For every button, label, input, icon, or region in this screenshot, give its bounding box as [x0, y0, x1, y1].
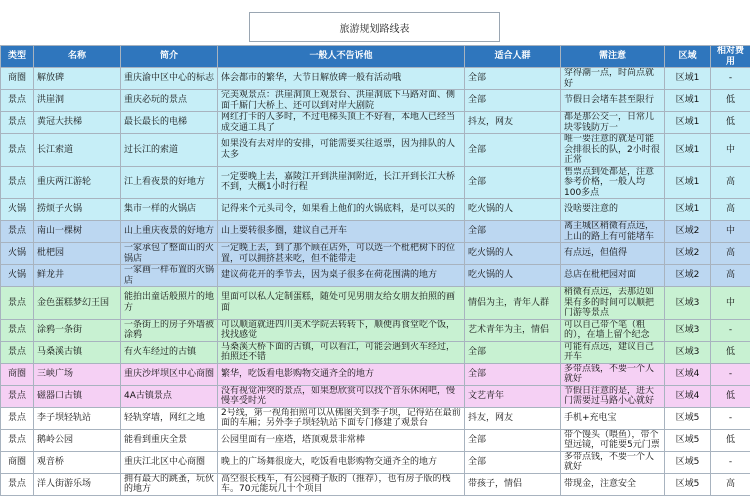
cell-name[interactable]: 洪崖洞: [34, 90, 121, 112]
cell-note[interactable]: 手机+充电宝: [561, 407, 665, 429]
cell-crowd[interactable]: 全部: [465, 451, 561, 473]
cell-type[interactable]: 商圈: [1, 68, 34, 90]
cell-cost[interactable]: 低: [711, 112, 750, 134]
cell-crowd[interactable]: 全部: [465, 90, 561, 112]
cell-cost[interactable]: 低: [711, 90, 750, 112]
cell-cost[interactable]: 低: [711, 385, 750, 407]
cell-area[interactable]: 区域4: [665, 363, 711, 385]
cell-type[interactable]: 景点: [1, 134, 34, 167]
cell-type[interactable]: 景点: [1, 429, 34, 451]
cell-note[interactable]: 唯一要注意的就是可能会排很长的队，2小时很正常: [561, 134, 665, 167]
cell-type[interactable]: 景点: [1, 341, 34, 363]
cell-cost[interactable]: -: [711, 407, 750, 429]
cell-cost[interactable]: -: [711, 319, 750, 341]
cell-tip[interactable]: 完美观景点：洪崖洞顶上观景台、洪崖洞底下马路对面、侧面千厮门大桥上、还可以到对岸大剧院: [218, 90, 465, 112]
table-row: [1, 407, 750, 429]
cell-name[interactable]: 鹅岭公园: [34, 429, 121, 451]
cell-intro[interactable]: 有火车经过的古镇: [121, 341, 218, 363]
cell-area[interactable]: 区域2: [665, 265, 711, 287]
cell-area[interactable]: 区域1: [665, 90, 711, 112]
table-row: [1, 341, 750, 363]
cell-intro[interactable]: 一家画一样布置的火锅店: [121, 265, 218, 287]
cell-area[interactable]: 区域2: [665, 243, 711, 265]
cell-cost[interactable]: -: [711, 68, 750, 90]
cell-tip[interactable]: 建议荷花开的季节去，因为桌子很多在荷花围满的地方: [218, 265, 465, 287]
cell-intro[interactable]: 能拍出童话般照片的地方: [121, 287, 218, 320]
page-title[interactable]: 旅游规划路线表: [249, 12, 500, 42]
cell-area[interactable]: 区域1: [665, 199, 711, 221]
cell-intro[interactable]: 重庆渝中区中心的标志: [121, 68, 218, 90]
cell-crowd[interactable]: 艺术青年为主，情侣: [465, 319, 561, 341]
cell-crowd[interactable]: 全部: [465, 134, 561, 167]
cell-cost[interactable]: 中: [711, 221, 750, 243]
header-intro[interactable]: 简介: [121, 46, 218, 68]
route-table: [0, 45, 750, 496]
cell-tip[interactable]: 繁华，吃饭看电影购物交通齐全的地方: [218, 363, 465, 385]
cell-cost[interactable]: 中: [711, 134, 750, 167]
cell-area[interactable]: 区域5: [665, 407, 711, 429]
cell-cost[interactable]: 中: [711, 287, 750, 320]
cell-intro[interactable]: 最长最长的电梯: [121, 112, 218, 134]
cell-crowd[interactable]: 全部: [465, 166, 561, 199]
cell-tip[interactable]: 没有视觉冲突的景点，如果想欣赏可以找个音乐休闲吧，慢慢享受时光: [218, 385, 465, 407]
cell-intro[interactable]: 拥有最大的跳蚤，玩伙的地方: [121, 473, 218, 495]
table-row: [1, 451, 750, 473]
cell-cost[interactable]: 高: [711, 166, 750, 199]
cell-cost[interactable]: 高: [711, 265, 750, 287]
cell-note[interactable]: 多带点钱，不要一个人就好: [561, 363, 665, 385]
cell-crowd[interactable]: 全部: [465, 429, 561, 451]
cell-crowd[interactable]: 情侣为主，青年人群: [465, 287, 561, 320]
cell-note[interactable]: 售票点到处都是，注意参考价格，一般人均100多点: [561, 166, 665, 199]
cell-note[interactable]: 可能有点远，建议自己开车: [561, 341, 665, 363]
cell-note[interactable]: 带现金，注意安全: [561, 473, 665, 495]
cell-note[interactable]: 没啥要注意的: [561, 199, 665, 221]
cell-area[interactable]: 区域1: [665, 166, 711, 199]
cell-type[interactable]: 景点: [1, 90, 34, 112]
header-cost[interactable]: 相对费用: [711, 46, 750, 68]
cell-type[interactable]: 景点: [1, 166, 34, 199]
header-row: [1, 46, 750, 68]
cell-name[interactable]: 枇杷园: [34, 243, 121, 265]
cell-type[interactable]: 景点: [1, 407, 34, 429]
cell-tip[interactable]: 山上要转很多圈，建议自己开车: [218, 221, 465, 243]
table-row: [1, 287, 750, 320]
cell-crowd[interactable]: 抖友，网友: [465, 112, 561, 134]
table-row: [1, 363, 750, 385]
table-row: [1, 221, 750, 243]
cell-cost[interactable]: 低: [711, 429, 750, 451]
cell-area[interactable]: 区域4: [665, 385, 711, 407]
cell-note[interactable]: 有点远，但值得: [561, 243, 665, 265]
cell-crowd[interactable]: 抖友，网友: [465, 407, 561, 429]
header-tip[interactable]: 一般人不告诉他: [218, 46, 465, 68]
cell-name[interactable]: 涂鸦一条街: [34, 319, 121, 341]
cell-type[interactable]: 景点: [1, 287, 34, 320]
cell-type[interactable]: 火锅: [1, 199, 34, 221]
cell-note[interactable]: 可以自己带个笔（粗的），在墙上留个纪念: [561, 319, 665, 341]
cell-tip[interactable]: 一定要晚上去，嘉陵江开到洪崖洞附近，长江开到长江大桥不到，大概1小时行程: [218, 166, 465, 199]
cell-tip[interactable]: 2号线，第一视角拍照可以从佛图关到李子坝，记得站在最前面的车厢；另外李子坝轻轨站下面专门修建了观景台: [218, 407, 465, 429]
cell-name[interactable]: 南山一棵树: [34, 221, 121, 243]
cell-cost[interactable]: 高: [711, 243, 750, 265]
cell-note[interactable]: 都是那公交一，日常几块零钱防万一: [561, 112, 665, 134]
cell-crowd[interactable]: 吃火锅的人: [465, 243, 561, 265]
cell-crowd[interactable]: 带孩子，情侣: [465, 473, 561, 495]
cell-name[interactable]: 捞烦子火锅: [34, 199, 121, 221]
header-crowd[interactable]: 适合人群: [465, 46, 561, 68]
cell-tip[interactable]: 体会都市的繁华，大节日解放碑一般有活动哦: [218, 68, 465, 90]
cell-type[interactable]: 景点: [1, 112, 34, 134]
cell-tip[interactable]: 公园里面有一座塔，塔顶观景非常棒: [218, 429, 465, 451]
table-body: [1, 68, 750, 496]
cell-intro[interactable]: 4A古镇景点: [121, 385, 218, 407]
cell-area[interactable]: 区域1: [665, 134, 711, 167]
cell-intro[interactable]: 重庆江北区中心商圈: [121, 451, 218, 473]
cell-cost[interactable]: 高: [711, 199, 750, 221]
cell-crowd[interactable]: 全部: [465, 341, 561, 363]
table-row: [1, 265, 750, 287]
cell-crowd[interactable]: 全部: [465, 363, 561, 385]
cell-crowd[interactable]: 全部: [465, 221, 561, 243]
cell-type[interactable]: 景点: [1, 319, 34, 341]
cell-area[interactable]: 区域2: [665, 221, 711, 243]
cell-tip[interactable]: 里面可以私人定制蛋糕，随处可见男朋友给女朋友拍照的画面: [218, 287, 465, 320]
cell-name[interactable]: 三峡广场: [34, 363, 121, 385]
cell-crowd[interactable]: 文艺青年: [465, 385, 561, 407]
cell-area[interactable]: 区域5: [665, 473, 711, 495]
cell-intro[interactable]: 一家承包了整面山的火锅店: [121, 243, 218, 265]
table-row: [1, 243, 750, 265]
cell-tip[interactable]: 记得来个元头司令，如果看上他们的火锅底料，是可以买的: [218, 199, 465, 221]
cell-crowd[interactable]: 吃火锅的人: [465, 199, 561, 221]
table-row: [1, 166, 750, 199]
cell-tip[interactable]: 可以顺道就进四川美术学院去转转下，顺便再食堂吃个饭，找找感觉: [218, 319, 465, 341]
table-row: [1, 68, 750, 90]
cell-name[interactable]: 金色蛋糕梦幻王国: [34, 287, 121, 320]
cell-name[interactable]: 马桑溪古镇: [34, 341, 121, 363]
cell-name[interactable]: 磁器口古镇: [34, 385, 121, 407]
cell-note[interactable]: 多带点钱，不要一个人就好: [561, 451, 665, 473]
cell-name[interactable]: 观音桥: [34, 451, 121, 473]
cell-intro[interactable]: 能看到重庆全景: [121, 429, 218, 451]
cell-note[interactable]: 带个馒头（喂鱼），带个望远镜，可能要5元门票: [561, 429, 665, 451]
cell-type[interactable]: 火锅: [1, 265, 34, 287]
cell-area[interactable]: 区域3: [665, 341, 711, 363]
cell-tip[interactable]: 网红打卡的人多时，不过电梯头顶上不好看，本地人已经当成交通工具了: [218, 112, 465, 134]
table-row: [1, 90, 750, 112]
cell-intro[interactable]: 山上重庆夜景的好地方: [121, 221, 218, 243]
cell-area[interactable]: 区域3: [665, 287, 711, 320]
table-row: [1, 319, 750, 341]
table-row: [1, 199, 750, 221]
cell-area[interactable]: 区域3: [665, 319, 711, 341]
table-row: [1, 473, 750, 495]
cell-cost[interactable]: 低: [711, 341, 750, 363]
cell-note[interactable]: 稍微有点远，去那边如果有多的时间可以顺把门游等景点: [561, 287, 665, 320]
cell-name[interactable]: 长江索道: [34, 134, 121, 167]
cell-note[interactable]: 离主城区稍微有点远，上山的路上有可能堵车: [561, 221, 665, 243]
cell-note[interactable]: 穿得潮一点，时尚点就好: [561, 68, 665, 90]
cell-cost[interactable]: 高: [711, 473, 750, 495]
table-row: [1, 134, 750, 167]
cell-tip[interactable]: 晚上的广场舞很庞大，吃饭看电影购物交通齐全的地方: [218, 451, 465, 473]
cell-name[interactable]: 重庆两江游轮: [34, 166, 121, 199]
table-row: [1, 385, 750, 407]
cell-name[interactable]: 李子坝轻轨站: [34, 407, 121, 429]
cell-name[interactable]: 洋人街游乐场: [34, 473, 121, 495]
cell-intro[interactable]: 一条街上的房子外墙被涂鸦: [121, 319, 218, 341]
cell-name[interactable]: 鲜龙井: [34, 265, 121, 287]
cell-cost[interactable]: -: [711, 451, 750, 473]
cell-intro[interactable]: 重庆必玩的景点: [121, 90, 218, 112]
header-type[interactable]: 类型: [1, 46, 34, 68]
cell-type[interactable]: 景点: [1, 473, 34, 495]
cell-type[interactable]: 商圈: [1, 451, 34, 473]
cell-note[interactable]: 总店在枇杷园对面: [561, 265, 665, 287]
cell-tip[interactable]: 高空很长栈车，有公园椅子版的（推荐），也有房子版的栈车。70元能玩几十个项目: [218, 473, 465, 495]
header-area[interactable]: 区域: [665, 46, 711, 68]
cell-name[interactable]: 黄冠大扶梯: [34, 112, 121, 134]
cell-cost[interactable]: -: [711, 363, 750, 385]
cell-area[interactable]: 区域5: [665, 429, 711, 451]
cell-tip[interactable]: 马桑溪大桥下面的古镇，可以看江，可能会遇到火车经过，拍照还不错: [218, 341, 465, 363]
cell-intro[interactable]: 集市一样的火锅店: [121, 199, 218, 221]
header-name[interactable]: 名称: [34, 46, 121, 68]
cell-intro[interactable]: 过长江的索道: [121, 134, 218, 167]
cell-area[interactable]: 区域1: [665, 68, 711, 90]
cell-type[interactable]: 商圈: [1, 363, 34, 385]
cell-type[interactable]: 景点: [1, 385, 34, 407]
table-row: [1, 112, 750, 134]
cell-crowd[interactable]: 吃火锅的人: [465, 265, 561, 287]
cell-type[interactable]: 火锅: [1, 243, 34, 265]
cell-intro[interactable]: 重庆沙坪坝区中心商圈: [121, 363, 218, 385]
cell-intro[interactable]: 轻轨穿墙，网红之地: [121, 407, 218, 429]
cell-name[interactable]: 解放碑: [34, 68, 121, 90]
cell-intro[interactable]: 江上看夜景的好地方: [121, 166, 218, 199]
table-row: [1, 429, 750, 451]
header-note[interactable]: 需注意: [561, 46, 665, 68]
cell-type[interactable]: 景点: [1, 221, 34, 243]
cell-crowd[interactable]: 全部: [465, 68, 561, 90]
cell-area[interactable]: 区域5: [665, 451, 711, 473]
cell-note[interactable]: 节假日注意的是，进大门需要过马路小心就好: [561, 385, 665, 407]
cell-tip[interactable]: 一定晚上去，到了那个顾在店外，可以选一个枇杷树下的位置，可以拥挤甚来吃，但不能带走: [218, 243, 465, 265]
cell-tip[interactable]: 如果没有去对岸的安排，可能需要买往返票，因为排队的人太多: [218, 134, 465, 167]
cell-area[interactable]: 区域1: [665, 112, 711, 134]
cell-note[interactable]: 节假日会堵车甚至限行: [561, 90, 665, 112]
